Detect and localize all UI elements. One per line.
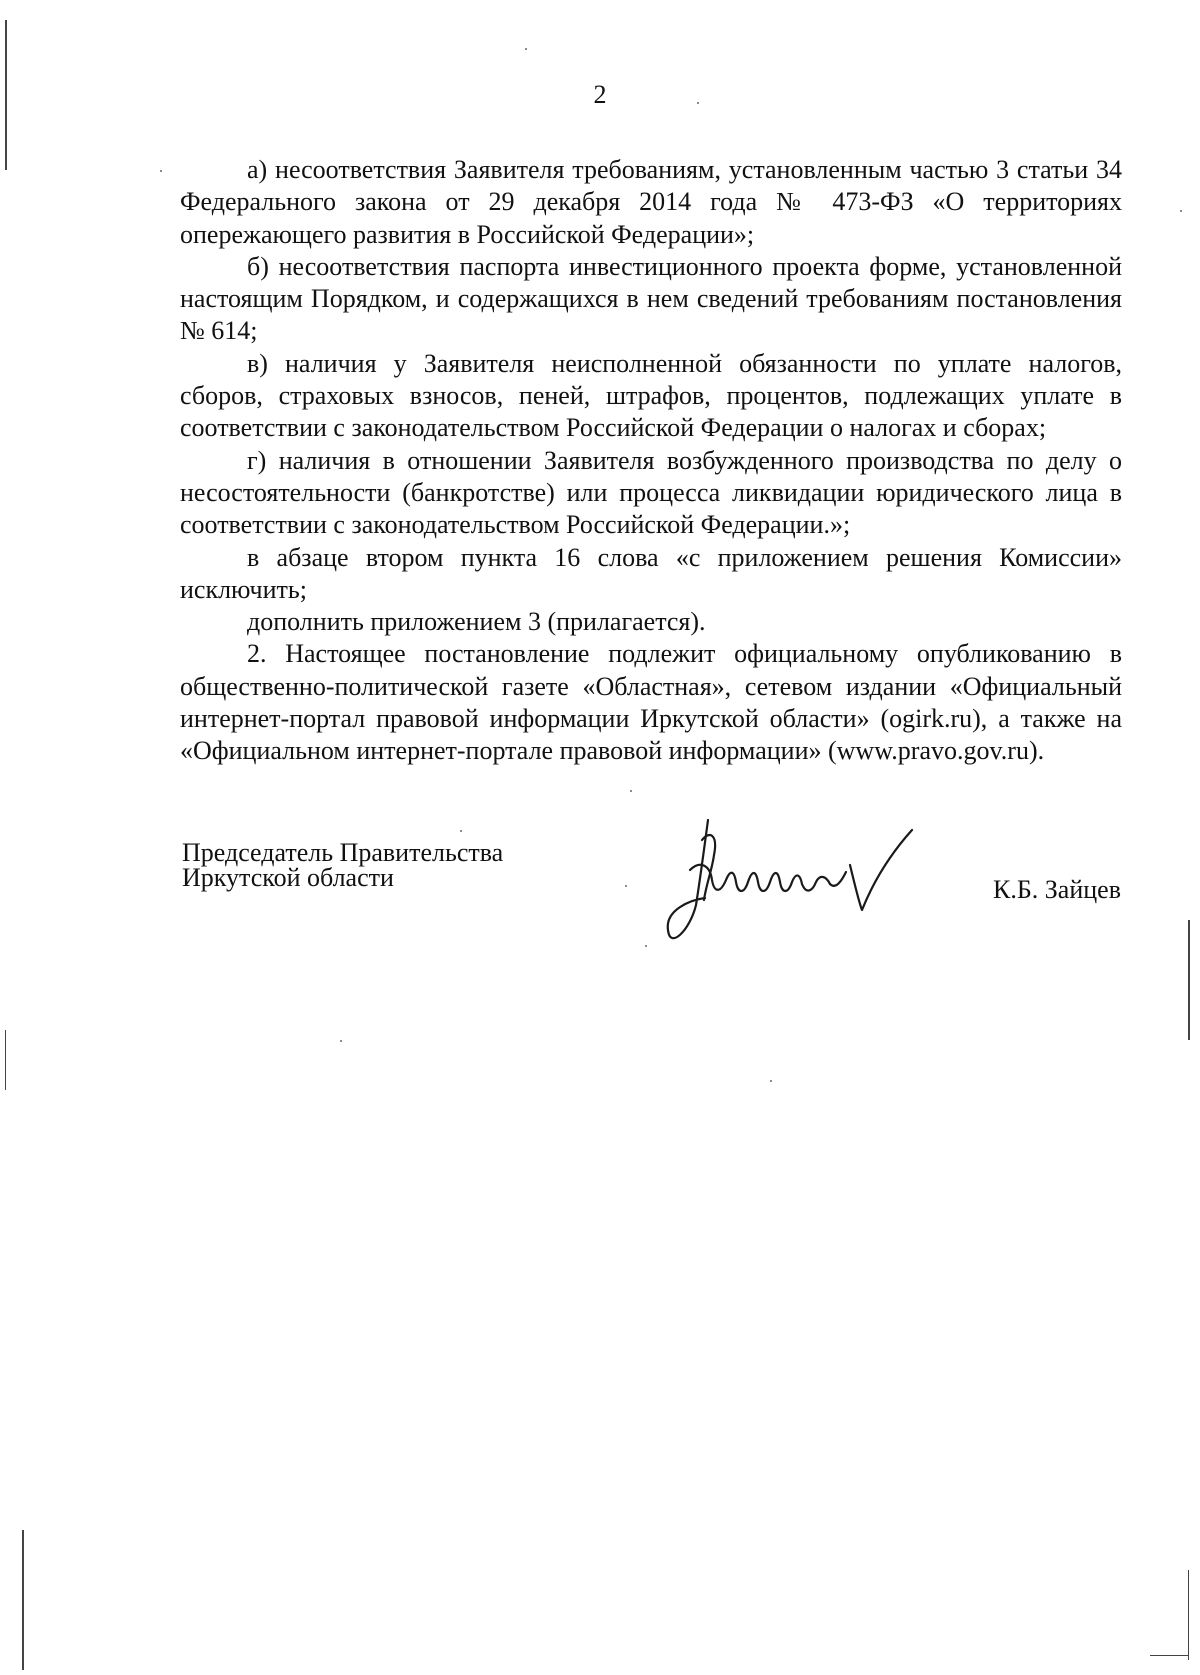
scan-speck [1180, 210, 1182, 212]
page-number: 2 [593, 80, 607, 109]
scan-edge-line [5, 1030, 6, 1090]
paragraph-appendix-3: дополнить приложением 3 (прилагается). [247, 607, 706, 637]
paragraph-publication: 2. Настоящее постановление подлежит официальному опубликованию в общественно-политической газете «Областная», сетевом издании «Официальный интернет-портал правовой информации Иркутской области» (ogirk.ru), а также на «Официальном интернет-портале правовой информации» (www.pravo.gov.ru). [180, 639, 1122, 766]
scan-speck [340, 1040, 342, 1042]
signatory-position-line-1: Председатель Правительства [182, 838, 504, 867]
paragraph-item-b: б) несоответствия паспорта инвестиционного проекта форме, установленной настоящим Порядком, и содержащихся в нем сведений требованиям постановления № 614; [180, 251, 1122, 346]
scan-edge-line [1188, 920, 1190, 1040]
signatory-name: К.Б. Зайцев [993, 875, 1121, 904]
signatory-position [182, 840, 503, 890]
handwritten-signature [660, 810, 940, 960]
paragraph-item-a: а) несоответствия Заявителя требованиям, установленным частью 3 статьи 34 Федерального закона от 29 декабря 2014 года № 473-ФЗ «О территориях опережающего развития в Российской Федерации»; [180, 155, 1122, 249]
signatory-position-line-2: Иркутской области [182, 863, 394, 892]
paragraph-item-v: в) наличия у Заявителя неисполненной обязанности по уплате налогов, сборов, страховых взносов, пеней, штрафов, процентов, подлежащих уплате в соответствии с законодательством Российской Федерации о налогах и сборах; [180, 348, 1122, 443]
scan-edge-line [22, 1530, 24, 1670]
scan-speck [460, 830, 462, 832]
scan-speck [645, 945, 647, 947]
paragraph-item-g: г) наличия в отношении Заявителя возбужденного производства по делу о несостоятельности (банкротстве) или процесса ликвидации юридического лица в соответствии с законодательством Российской Федерации.»; [180, 445, 1122, 540]
scan-speck [630, 790, 632, 792]
scan-edge-line [1188, 1570, 1189, 1660]
paragraph-amendment-16: в абзаце втором пункта 16 слова «с приложением решения Комиссии» исключить; [180, 542, 1122, 604]
document-body [180, 154, 1122, 768]
scan-speck [160, 170, 162, 172]
scan-speck [770, 1080, 772, 1082]
scan-speck [525, 48, 527, 50]
scan-speck [625, 885, 627, 887]
scan-edge-line [1150, 1655, 1188, 1656]
